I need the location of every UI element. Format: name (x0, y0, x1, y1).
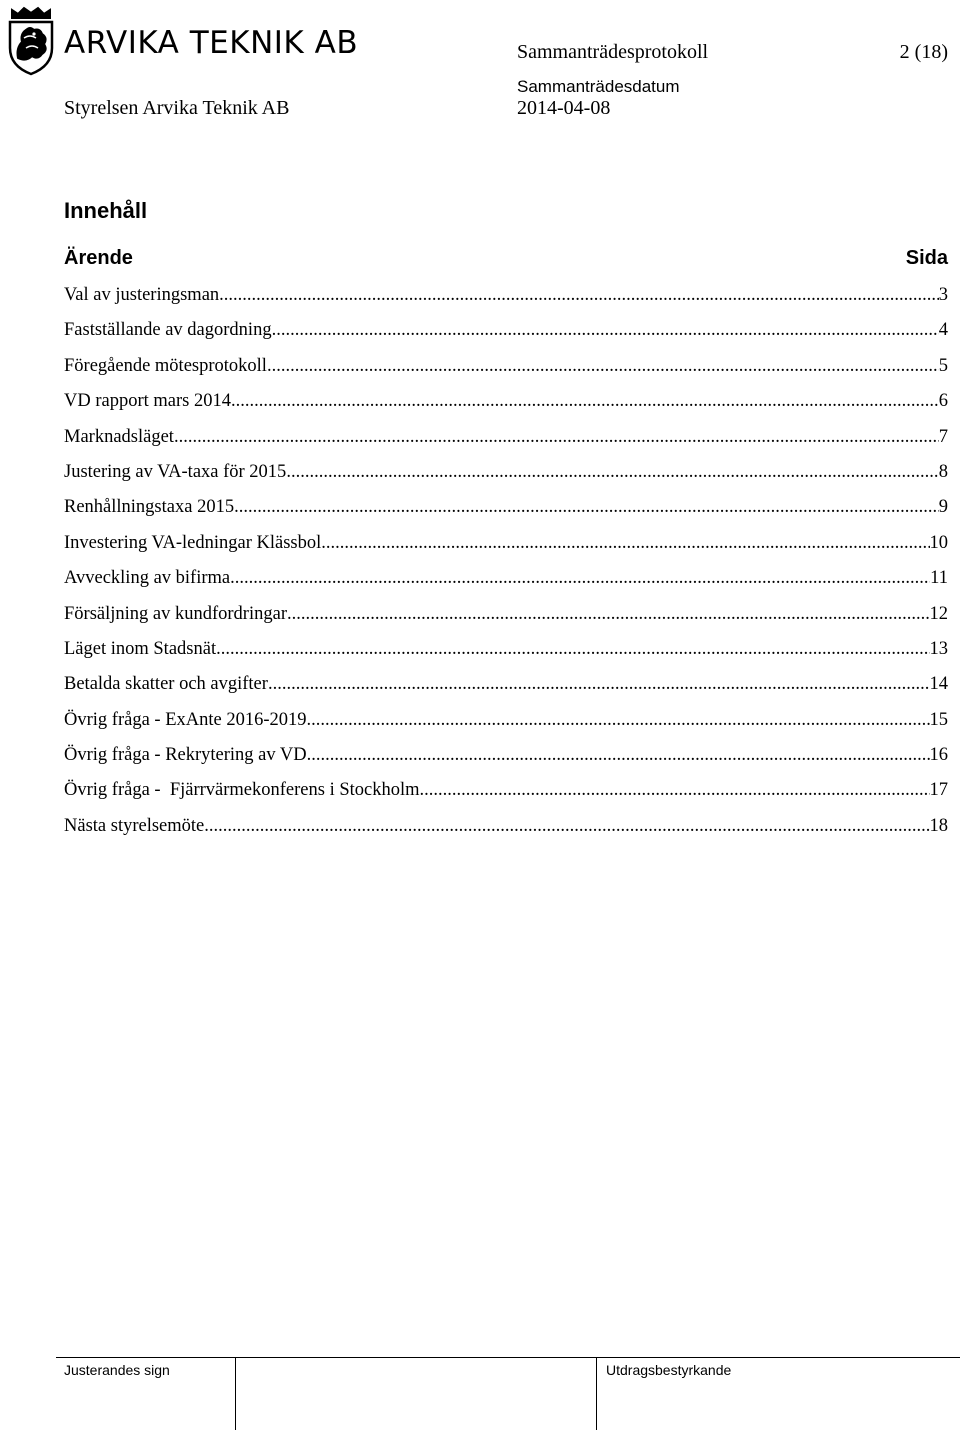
company-name: ARVIKA TEKNIK AB (64, 25, 359, 61)
toc-leader-dots (321, 528, 929, 558)
toc-column-page: Sida (905, 247, 948, 269)
toc-entry-label: Investering VA-ledningar Klässbol (64, 532, 322, 553)
toc-entry-label: Övrig fråga - Fjärrvärmekonferens i Stockholm (64, 780, 420, 801)
footer-sign-label: Justerandes sign (64, 1362, 170, 1378)
toc-entry[interactable] (64, 315, 948, 350)
toc-entry[interactable] (64, 457, 948, 492)
toc-leader-dots (174, 422, 939, 452)
toc-leader-dots (267, 351, 939, 381)
toc-entry-page: 16 (929, 745, 948, 766)
toc-entry-label: Justering av VA-taxa för 2015 (64, 461, 287, 482)
toc-entry-label: Betalda skatter och avgifter (64, 674, 268, 695)
toc-entry-label: Avveckling av bifirma (64, 568, 231, 589)
toc-entry-page: 6 (938, 391, 948, 412)
toc-entry[interactable] (64, 599, 948, 634)
toc-entry-page: 3 (938, 285, 948, 305)
toc-entry-label: Val av justeringsman (64, 285, 220, 305)
toc-entry-page: 11 (930, 568, 948, 589)
toc-leader-dots (204, 811, 929, 841)
toc-entry[interactable] (64, 740, 948, 775)
table-of-contents (64, 280, 948, 846)
toc-entry-page: 10 (929, 532, 948, 553)
toc-entry[interactable] (64, 492, 948, 527)
toc-entry-label: Renhållningstaxa 2015 (64, 497, 235, 518)
toc-entry-page: 15 (929, 709, 948, 730)
toc-entry-label: Marknadsläget (64, 426, 174, 447)
toc-entry-label: Försäljning av kundfordringar (64, 603, 287, 624)
board-name: Styrelsen Arvika Teknik AB (64, 97, 290, 119)
toc-entry-page: 12 (929, 603, 948, 624)
toc-entry-page: 5 (938, 355, 948, 376)
toc-entry-label: Föregående mötesprotokoll (64, 355, 267, 376)
footer-divider (596, 1357, 597, 1430)
footer-extract-label: Utdragsbestyrkande (606, 1362, 732, 1378)
toc-entry-page: 18 (929, 815, 948, 836)
toc-entry-label: Nästa styrelsemöte (64, 815, 205, 836)
toc-entry[interactable] (64, 528, 948, 563)
toc-title: Innehåll (64, 198, 148, 223)
toc-leader-dots (307, 705, 930, 735)
toc-entry[interactable] (64, 634, 948, 669)
toc-entry-page: 7 (938, 426, 948, 447)
toc-leader-dots (234, 492, 939, 522)
document-type: Sammanträdesprotokoll (517, 41, 709, 63)
toc-entry-label: Läget inom Stadsnät (64, 638, 217, 659)
page-indicator: 2 (18) (899, 41, 948, 63)
arvika-coat-of-arms-icon (4, 4, 58, 76)
footer-rule (56, 1357, 960, 1358)
toc-entry-page: 17 (929, 780, 948, 801)
toc-leader-dots (286, 457, 938, 487)
toc-entry-page: 4 (938, 320, 948, 341)
toc-entry-page: 13 (929, 638, 948, 659)
toc-leader-dots (307, 740, 930, 770)
toc-entry-label: Övrig fråga - ExAnte 2016-2019 (64, 709, 307, 730)
toc-entry-label: Övrig fråga - Rekrytering av VD (64, 745, 307, 766)
toc-leader-dots (268, 669, 930, 699)
toc-entry[interactable] (64, 775, 948, 810)
toc-entry[interactable] (64, 280, 948, 315)
toc-entry[interactable] (64, 669, 948, 704)
toc-entry[interactable] (64, 563, 948, 598)
toc-entry[interactable] (64, 422, 948, 457)
toc-leader-dots (272, 315, 939, 345)
meeting-date-value: 2014-04-08 (517, 97, 611, 119)
toc-entry-page: 8 (938, 461, 948, 482)
toc-entry-page: 14 (929, 674, 948, 695)
toc-column-headers (64, 247, 948, 270)
toc-entry-label: Fastställande av dagordning (64, 320, 272, 341)
toc-leader-dots (230, 563, 930, 593)
meeting-date-label: Sammanträdesdatum (517, 77, 680, 96)
toc-leader-dots (420, 775, 930, 805)
toc-leader-dots (216, 634, 929, 664)
toc-entry[interactable] (64, 351, 948, 386)
toc-column-item: Ärende (64, 247, 133, 269)
toc-leader-dots (219, 280, 939, 310)
toc-leader-dots (231, 386, 939, 416)
toc-entry[interactable] (64, 705, 948, 740)
toc-entry[interactable] (64, 811, 948, 846)
footer-divider (235, 1357, 236, 1430)
toc-entry-page: 9 (938, 497, 948, 518)
toc-entry-label: VD rapport mars 2014 (64, 391, 231, 412)
toc-entry[interactable] (64, 386, 948, 421)
toc-leader-dots (287, 599, 930, 629)
